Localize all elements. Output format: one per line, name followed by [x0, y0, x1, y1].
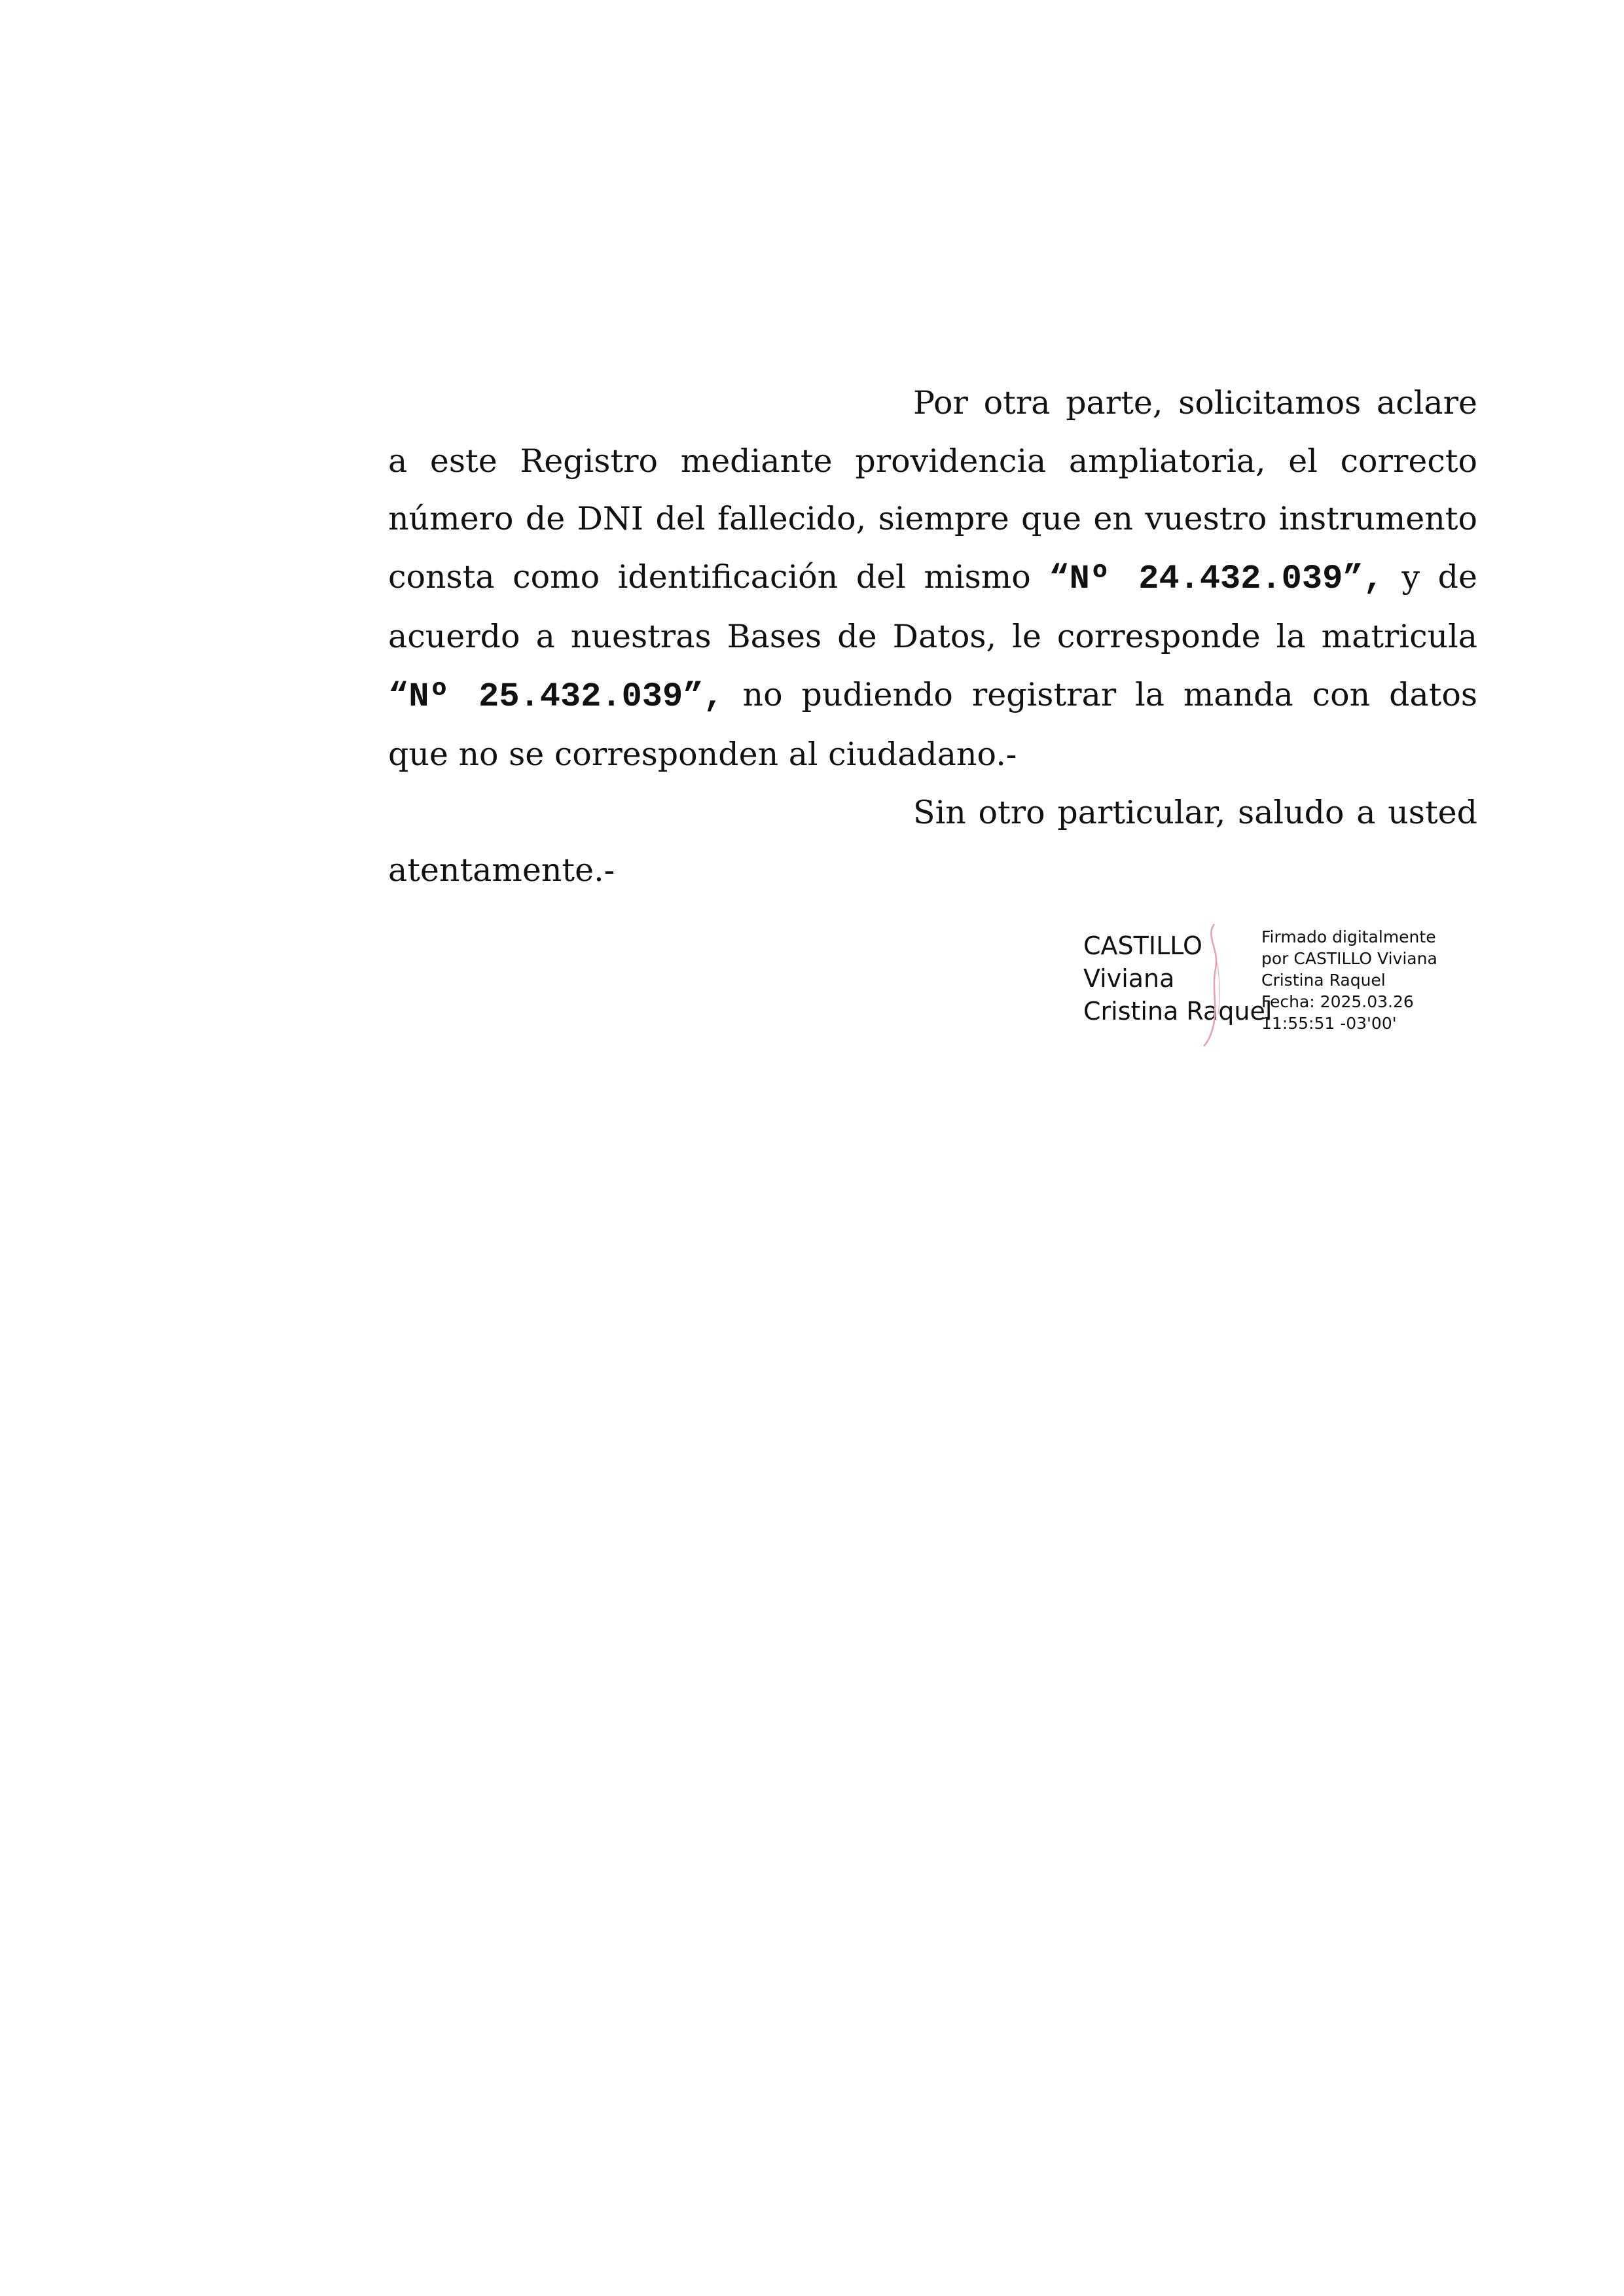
signer-name-line: CASTILLO — [1083, 931, 1202, 960]
dni-number-stated: “Nº 24.432.039”, — [1049, 559, 1384, 598]
signature-detail-line: Fecha: 2025.03.26 — [1261, 992, 1414, 1011]
paragraph-clarification-request — [388, 374, 1477, 784]
signer-name-line: Cristina Raquel — [1083, 997, 1272, 1026]
digital-signature-block — [1083, 923, 1450, 1047]
signature-details — [1261, 926, 1437, 1034]
dni-number-registered: “Nº 25.432.039”, — [388, 677, 724, 716]
signature-detail-line: Firmado digitalmente — [1261, 927, 1436, 946]
paragraph-text: Por otra parte, solicitamos aclare a este Registro mediante providencia ampliatoria, el correcto número de DNI del fallecido, siempre que en vuestro instrumento consta como identificación del mismo — [388, 384, 1477, 596]
signature-detail-line: Cristina Raquel — [1261, 971, 1386, 990]
signature-detail-line: por CASTILLO Viviana — [1261, 949, 1437, 968]
signer-name-line: Viviana — [1083, 964, 1175, 993]
signer-name — [1083, 929, 1272, 1028]
paragraph-text: y de acuerdo a nuestras Bases de Datos, le corresponde la matricula — [388, 558, 1478, 655]
letter-body — [388, 374, 1477, 900]
paragraph-closing: Sin otro particular, saludo a usted atentamente.- — [388, 793, 1477, 889]
paragraph-text: no pudiendo registrar la manda con datos que no se corresponden al ciudadano.- — [388, 675, 1478, 773]
signature-detail-line: 11:55:51 -03'00' — [1261, 1014, 1397, 1033]
signature-flourish-icon — [1200, 923, 1226, 1047]
